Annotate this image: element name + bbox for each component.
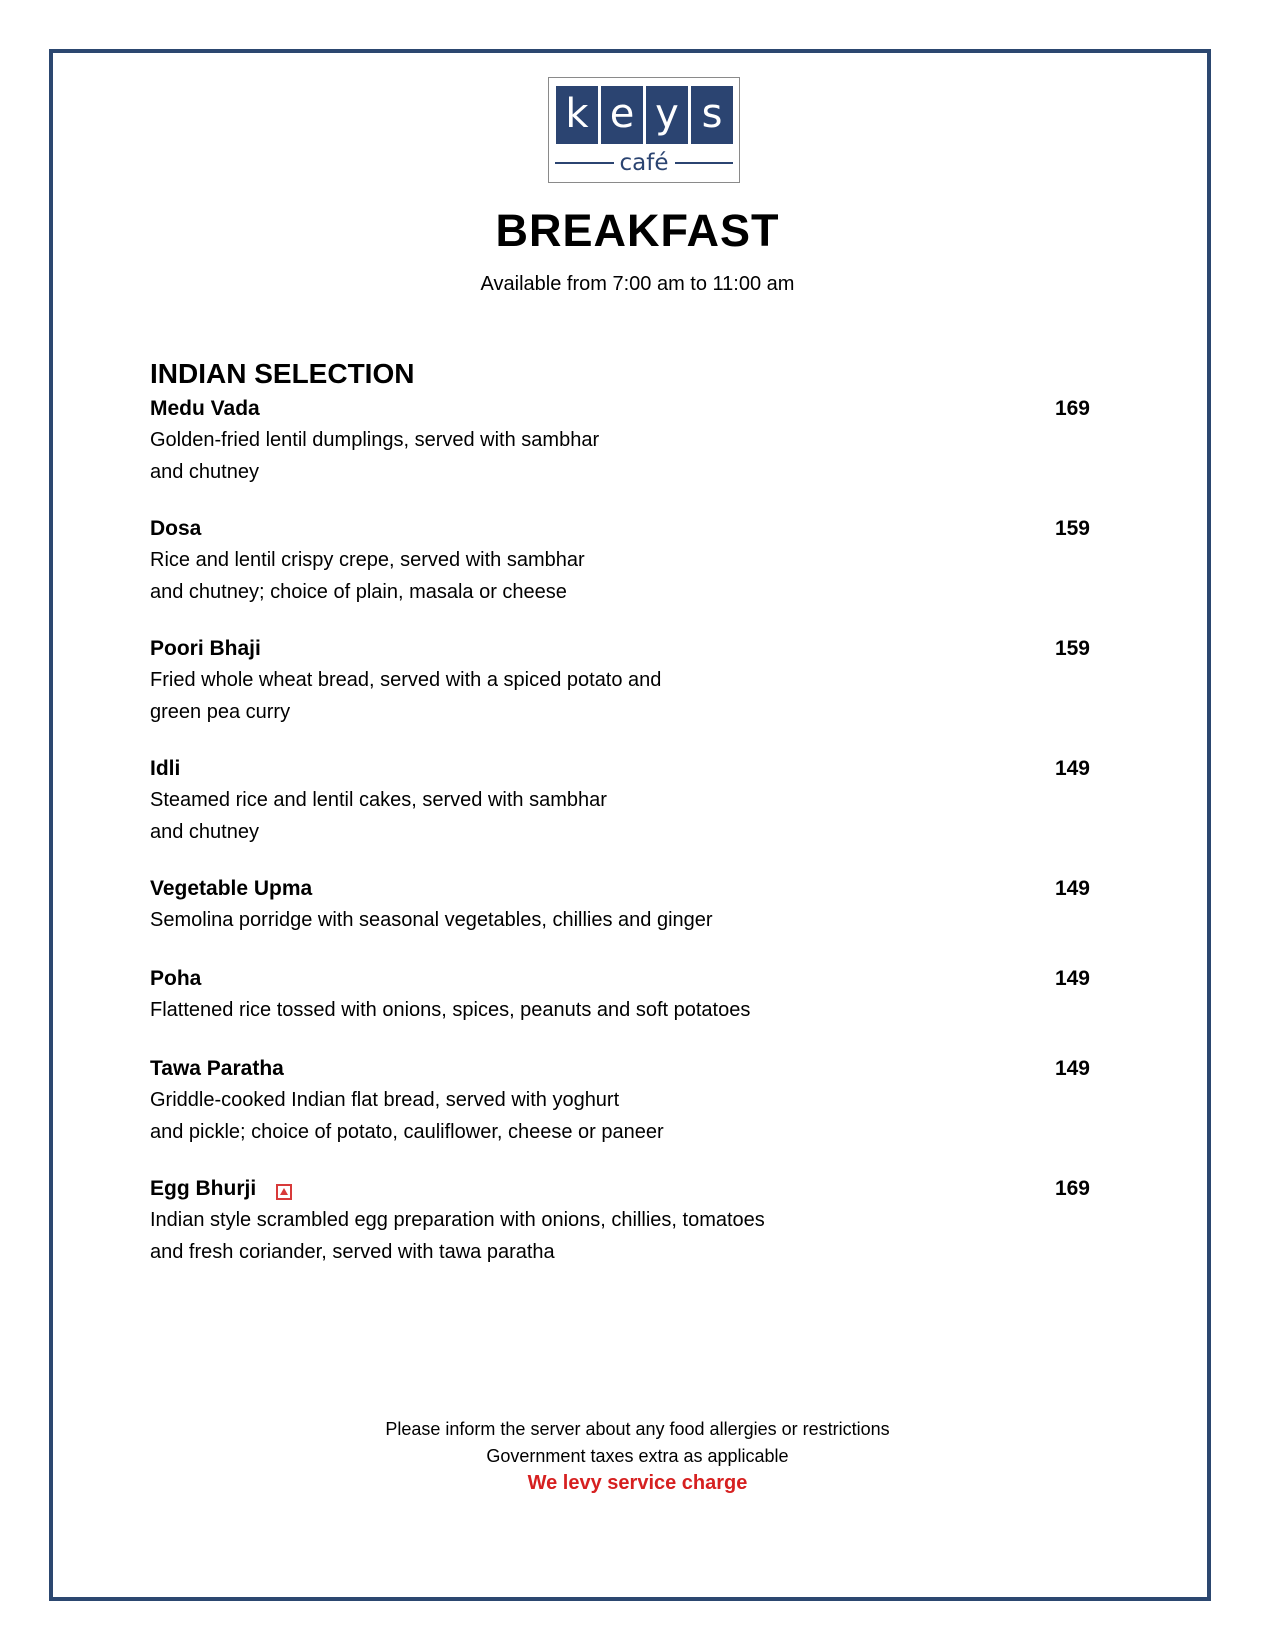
logo-subtitle-row [555, 150, 733, 176]
menu-item [150, 634, 1090, 728]
item-price: 169 [1054, 397, 1090, 420]
item-price: 159 [1054, 517, 1090, 540]
item-name: Idli [150, 757, 181, 780]
menu-item [150, 394, 1090, 488]
item-description: Griddle-cooked Indian flat bread, served with yoghurt and pickle; choice of potato, cauliflower, cheese or paneer [150, 1089, 664, 1143]
logo-rule-left [555, 162, 614, 164]
item-price: 149 [1054, 877, 1090, 900]
allergy-notice: Please inform the server about any food allergies or restrictions [385, 1419, 890, 1439]
logo-rule-right [675, 162, 734, 164]
menu-item [150, 754, 1090, 848]
logo-letter: s [691, 86, 733, 144]
non-veg-icon [276, 1184, 292, 1200]
menu-item [150, 874, 1090, 936]
item-price: 149 [1054, 967, 1090, 990]
item-name: Dosa [150, 517, 202, 540]
item-description: Fried whole wheat bread, served with a spiced potato and green pea curry [150, 669, 662, 723]
service-charge-notice: We levy service charge [527, 1472, 748, 1494]
item-price: 159 [1054, 637, 1090, 660]
logo-letter: k [556, 86, 598, 144]
logo-letters [556, 86, 733, 144]
item-name: Poori Bhaji [150, 637, 261, 660]
item-description: Indian style scrambled egg preparation with onions, chillies, tomatoes and fresh coriander, served with tawa paratha [150, 1209, 765, 1263]
section-title: INDIAN SELECTION [150, 358, 415, 389]
logo-letter: e [601, 86, 643, 144]
item-price: 149 [1054, 1057, 1090, 1080]
menu-item [150, 1054, 1090, 1148]
item-description: Flattened rice tossed with onions, spices, peanuts and soft potatoes [150, 999, 751, 1021]
item-price: 149 [1054, 757, 1090, 780]
menu-item [150, 964, 1090, 1026]
keys-cafe-logo [548, 77, 740, 183]
page-title: BREAKFAST [495, 205, 780, 256]
item-name: Tawa Paratha [150, 1057, 284, 1080]
item-name: Medu Vada [150, 397, 260, 420]
menu-item [150, 1174, 1090, 1268]
item-description: Rice and lentil crispy crepe, served with sambhar and chutney; choice of plain, masala or cheese [150, 549, 585, 603]
item-name: Vegetable Upma [150, 877, 313, 900]
logo-subtitle: café [619, 150, 669, 176]
item-name: Poha [150, 967, 202, 990]
item-description: Semolina porridge with seasonal vegetables, chillies and ginger [150, 909, 713, 931]
item-description: Golden-fried lentil dumplings, served with sambhar and chutney [150, 429, 600, 483]
item-name-row [150, 1174, 1090, 1204]
menu-item [150, 514, 1090, 608]
availability-text: Available from 7:00 am to 11:00 am [480, 273, 795, 295]
item-description: Steamed rice and lentil cakes, served with sambhar and chutney [150, 789, 607, 843]
item-name: Egg Bhurji [150, 1177, 257, 1200]
logo-letter: y [646, 86, 688, 144]
tax-notice: Government taxes extra as applicable [486, 1446, 789, 1466]
item-price: 169 [1054, 1177, 1090, 1200]
